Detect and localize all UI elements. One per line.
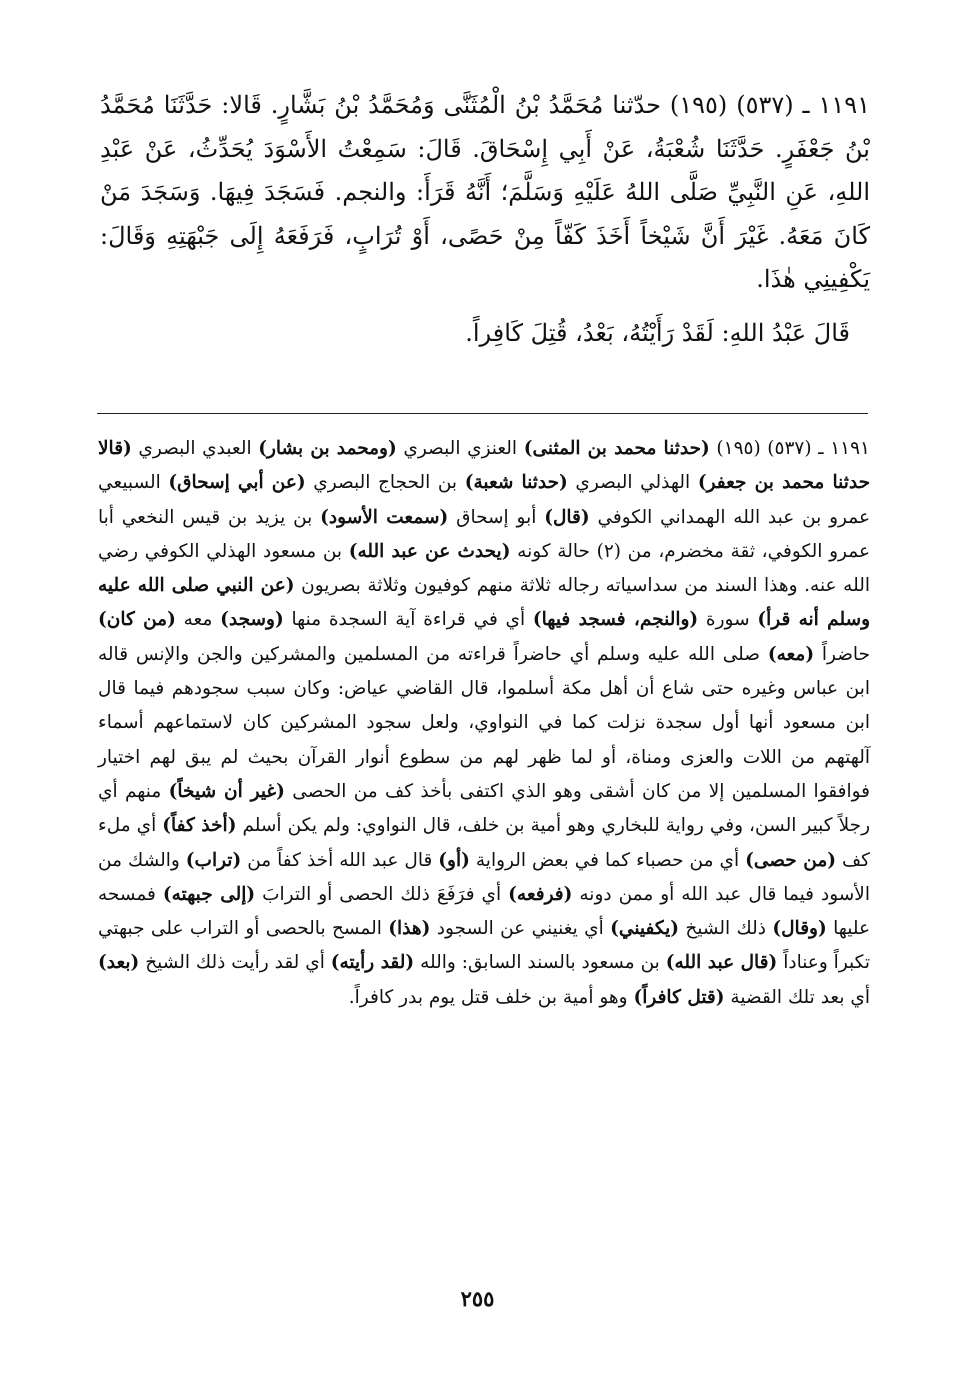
quoted-hadith-segment: (عن أبي إسحاق)	[168, 472, 306, 494]
commentary-segment: وهو أمية بن خلف قتل يوم بدر كافراً.	[348, 986, 634, 1008]
commentary-segment: السبيعي عمرو بن عبد الله الهمداني الكوفي	[98, 472, 871, 528]
commentary-segment: بن الحجاج البصري	[305, 472, 465, 494]
commentary-segment: أي يغنيني عن السجود	[430, 918, 611, 940]
commentary-segment: المسح بالحصى أو التراب على جبهتي تكبراً وعناداً	[98, 918, 870, 974]
commentary-segment: بن مسعود الهذلي الكوفي رضي الله عنه. وهذا السند من سداسياته رجاله ثلاثة منهم كوفيون وثلاثة بصريون	[98, 540, 870, 597]
commentary-segment: والشك من الأسود فيما قال عبد الله أو ممن دونه	[98, 849, 870, 905]
quoted-hadith-segment: (والنجم، فسجد فيها)	[532, 609, 699, 631]
commentary-segment: أي في قراءة آية السجدة منها	[283, 609, 533, 631]
commentary-segment: بن مسعود بالسند السابق: والله	[414, 952, 666, 974]
commentary-segment: ذلك الشيخ	[679, 918, 773, 940]
quoted-hadith-segment: (قال)	[544, 506, 590, 528]
commentary-segment: صلى الله عليه وسلم أي حاضراً قراءته من المسلمين والمشركين والجن والإنس قاله ابن عباس وغيره حتى شاع أن أهل مكة أسلموا، قال القاضي عياض: وكان سبب سجودهم فيما قال ابن مسعود أنها أول سجدة نزلت كما في النواوي، ولعل سجود المشركين كان لاستماعهم أسماء آلهتهم من اللات والعزى ومناة، أو لما ظهر لهم من سطوع أنوار القرآن بحيث لم يبق لهم اختيار فوافقوا المسلمين إلا من كان أشقى وهو الذي اكتفى بأخذ كف من الحصى	[98, 643, 870, 802]
quoted-hadith-segment: (قال عبد الله)	[665, 952, 778, 974]
quoted-hadith-segment: (من كان)	[98, 609, 176, 631]
quoted-hadith-segment: (معه)	[767, 643, 815, 665]
commentary-segment: العبدي البصري	[131, 438, 259, 459]
commentary-segment: أي من حصباء كما في بعض الرواية	[469, 849, 746, 871]
quoted-hadith-segment: (يحدث عن عبد الله)	[348, 540, 511, 562]
commentary-segment: فمسحه عليها	[98, 883, 871, 940]
quoted-hadith-segment: (وقال)	[772, 918, 827, 940]
quoted-hadith-segment: (يكفيني)	[610, 918, 679, 940]
quoted-hadith-segment: (من حصى)	[745, 849, 837, 871]
page-number: ٢٥٥	[460, 1286, 495, 1311]
quoted-hadith-segment: (إلى جبهته)	[162, 883, 256, 905]
commentary-segment: معه	[175, 609, 221, 631]
commentary-segment: أي فرَفَعَ ذلك الحصى أو الترابَ	[255, 883, 509, 905]
quoted-hadith-segment: (حدثنا محمد بن المثنى)	[523, 438, 710, 459]
quoted-hadith-segment: (بعد)	[98, 952, 140, 974]
quoted-hadith-segment: (قالا حدثنا محمد بن جعفر)	[98, 438, 871, 494]
quoted-hadith-segment: (أو)	[438, 849, 470, 871]
commentary-segment: سورة	[698, 609, 758, 631]
quoted-hadith-segment: (ومحمد بن بشار)	[258, 438, 397, 459]
quoted-hadith-segment: (تراب)	[185, 849, 242, 871]
hadith-abdullah-remark: قَالَ عَبْدُ اللهِ: لَقَدْ رَأَيْتُهُ، بَعْدُ، قُتِلَ كَافِراً.	[465, 318, 850, 347]
commentary-segment: بن يزيد بن قيس النخعي أبا عمرو الكوفي، ثقة مخضرم، من (٢) حالة كونه	[98, 506, 870, 562]
quoted-hadith-segment: (حدثنا شعبة)	[464, 472, 568, 494]
commentary-segment: أي بعد تلك القضية	[724, 986, 870, 1008]
hadith-text-block	[100, 84, 870, 355]
section-divider	[97, 413, 868, 414]
commentary-paragraph	[98, 432, 870, 1015]
quoted-hadith-segment: (غير أن شيخاً)	[168, 780, 285, 802]
commentary-segment: العنزي البصري	[396, 438, 524, 459]
commentary-segment: أي ملء كف	[98, 815, 870, 871]
quoted-hadith-segment: (سمعت الأسود)	[320, 506, 449, 528]
commentary-segment: حاضراً	[814, 643, 871, 665]
quoted-hadith-segment: (قتل كافراً)	[633, 986, 725, 1008]
commentary-segment: أبو إسحاق	[448, 506, 545, 528]
commentary-segment: قال عبد الله أخذ كفاً من	[241, 849, 439, 871]
quoted-hadith-segment: (عن النبي صلى الله عليه وسلم أنه قرأ)	[98, 575, 871, 631]
commentary-segment: أي لقد رأيت ذلك الشيخ	[139, 952, 331, 974]
quoted-hadith-segment: (لقد رأيته)	[330, 952, 415, 974]
commentary-block	[98, 432, 870, 1015]
quoted-hadith-segment: (وسجد)	[220, 609, 284, 631]
commentary-segment: ١١٩١ ـ (٥٣٧) (١٩٥)	[709, 438, 870, 459]
quoted-hadith-segment: (فرفعه)	[508, 883, 573, 905]
hadith-main-paragraph: ١١٩١ ـ (٥٣٧) (١٩٥) حدّثنا مُحَمَّدُ بْنُ الْمُثَنَّى وَمُحَمَّدُ بْنُ بَشَّارٍ. قَالا: حَدَّثَنَا مُحَمَّدُ بْنُ جَعْفَرٍ. حَدَّثَنَا شُعْبَةُ، عَنْ أَبِي إِسْحَاقَ. قَالَ: سَمِعْتُ الأَسْوَدَ يُحَدِّثُ، عَنْ عَبْدِ اللهِ، عَنِ النَّبِيِّ صَلَّى اللهُ عَلَيْهِ وَسَلَّمَ؛ أَنَّهُ قَرَأَ: والنجم. فَسَجَدَ فِيهَا. وَسَجَدَ مَنْ كَانَ مَعَهُ. غَيْرَ أَنَّ شَيْخاً أَخَذَ كَفّاً مِنْ حَصًى، أَوْ تُرَابٍ، فَرَفَعَهُ إِلَى جَبْهَتِهِ وَقَالَ: يَكْفِينِي هٰذَا.	[100, 91, 871, 293]
commentary-segment: منهم أي رجلاً كبير السن، وفي رواية للبخاري وهو أمية بن خلف، قال النواوي: ولم يكن أسلم	[98, 780, 870, 837]
quoted-hadith-segment: (أخذ كفاً)	[162, 815, 237, 837]
quoted-hadith-segment: (هذا)	[388, 918, 431, 940]
commentary-segment: الهذلي البصري	[567, 472, 698, 494]
